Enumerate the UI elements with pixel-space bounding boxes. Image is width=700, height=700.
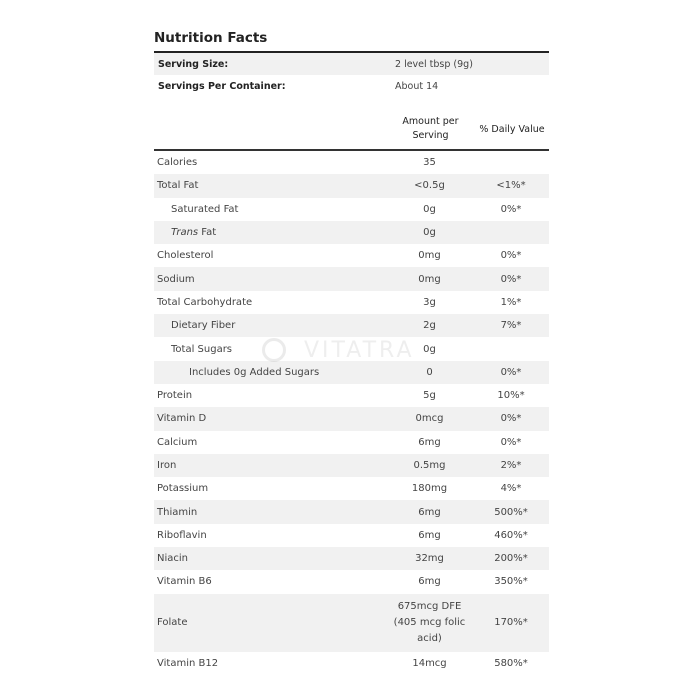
nutrient-amount: 0mg [418, 250, 441, 262]
nutrient-amount: 5g [423, 390, 436, 402]
table-row [154, 431, 549, 454]
nutrient-dv: 580%* [494, 657, 528, 669]
table-row [154, 361, 549, 384]
nutrient-amount: 32mg [415, 553, 444, 565]
nutrient-dv: 0%* [500, 366, 522, 378]
nutrient-dv: 1%* [500, 296, 522, 308]
nutrient-name: Potassium [157, 483, 209, 495]
table-row [154, 314, 549, 337]
nutrient-dv: 460%* [494, 529, 528, 541]
nutrient-amount: 6mg [418, 529, 441, 541]
nutrient-dv: 200%* [494, 553, 528, 565]
table-row [154, 500, 549, 523]
table-row [154, 174, 549, 197]
nutrient-dv: 2%* [500, 460, 522, 471]
table-row [154, 198, 549, 221]
nutrient-amount: 0g [423, 227, 436, 239]
nutrient-amount: 6mg [418, 576, 441, 588]
nutrient-dv: 10%* [497, 390, 525, 402]
nutrient-amount: 2g [423, 320, 436, 332]
serving-size-value: 2 level tbsp (9g) [395, 58, 473, 70]
nutrient-amount: <0.5g [414, 180, 445, 192]
table-header [154, 109, 549, 149]
nutrient-name: Vitamin B6 [157, 576, 212, 588]
table-row [154, 524, 549, 547]
nutrient-amount-line2: (405 mcg folic [393, 616, 466, 628]
nutrient-name: Riboflavin [157, 529, 207, 541]
nutrient-dv: 0%* [500, 273, 522, 285]
nutrient-dv: 4%* [500, 483, 522, 495]
watermark-text: VITATRA [304, 337, 415, 363]
nutrient-amount-line1: 675mcg DFE [397, 600, 462, 612]
nutrient-name: Folate [157, 617, 188, 629]
nutrient-amount: 180mg [411, 483, 448, 495]
nutrient-name: Dietary Fiber [171, 320, 236, 332]
servings-per-container-value: About 14 [395, 80, 439, 92]
table-row [154, 477, 549, 500]
table-row [154, 151, 549, 174]
nutrient-dv: <1%* [496, 180, 526, 192]
header-amount [386, 115, 475, 143]
servings-per-container-row [154, 75, 549, 97]
nutrient-name: Cholesterol [157, 250, 214, 262]
nutrient-amount: 0mcg [415, 413, 444, 425]
nutrient-amount: 0mg [418, 273, 441, 285]
nutrient-dv: 500%* [494, 506, 528, 518]
nutrient-amount-line3: acid) [417, 632, 442, 644]
nutrient-name: Total Fat [157, 180, 199, 192]
nutrient-name [154, 227, 385, 238]
nutrient-name: Calories [157, 157, 198, 169]
nutrient-amount: 0 [426, 366, 433, 378]
nutrient-name-italic: Trans [171, 227, 199, 239]
nutrient-name: Includes 0g Added Sugars [189, 366, 320, 378]
serving-size-row [154, 53, 549, 75]
table-row [154, 244, 549, 267]
serving-size-label: Serving Size: [158, 58, 229, 70]
table-row [154, 547, 549, 570]
nutrient-name: Niacin [157, 553, 189, 565]
servings-per-container-label: Servings Per Container: [158, 80, 286, 92]
nutrient-amount: 0g [423, 203, 436, 215]
table-row [154, 291, 549, 314]
table-row [154, 337, 549, 360]
nutrient-amount: 6mg [418, 436, 441, 448]
nutrient-name: Saturated Fat [171, 203, 239, 215]
header-amount-line2: Serving [412, 130, 449, 141]
table-row [154, 384, 549, 407]
nutrient-amount: 14mcg [412, 657, 447, 669]
header-daily-value: % Daily Value [479, 123, 545, 135]
nutrient-name: Thiamin [157, 506, 198, 518]
table-row [154, 407, 549, 430]
nutrient-dv: 170%* [494, 617, 528, 629]
table-row [154, 221, 549, 244]
nutrient-name: Total Carbohydrate [157, 296, 253, 308]
nutrient-dv: 7%* [500, 320, 522, 332]
nutrient-name: Vitamin D [157, 413, 207, 425]
nutrient-dv: 0%* [500, 413, 522, 425]
nutrient-dv: 350%* [494, 576, 528, 588]
nutrient-name: Protein [157, 390, 193, 402]
nutrition-facts-panel [154, 24, 549, 675]
table-row [154, 594, 549, 652]
nutrient-name: Total Sugars [171, 343, 233, 355]
table-row [154, 267, 549, 290]
table-row [154, 652, 549, 675]
nutrient-amount: 6mg [418, 506, 441, 518]
table-row [154, 570, 549, 593]
nutrient-name: Vitamin B12 [157, 657, 219, 669]
nutrient-dv: 0%* [500, 203, 522, 215]
nutrient-amount: 0g [423, 343, 436, 355]
nutrient-name: Sodium [157, 273, 195, 285]
nutrient-name: Iron [157, 460, 177, 471]
nutrient-dv: 0%* [500, 436, 522, 448]
nutrient-name: Calcium [157, 436, 198, 448]
nutrient-dv: 0%* [500, 250, 522, 262]
table-row [154, 454, 549, 477]
nutrient-amount: 0.5mg [413, 460, 446, 471]
nutrient-name-rest: Fat [198, 227, 217, 239]
nutrient-amount: 3g [423, 296, 436, 308]
nutrient-amount: 35 [423, 157, 436, 169]
panel-title: Nutrition Facts [154, 30, 268, 46]
nutrient-amount [385, 599, 474, 647]
header-amount-line1: Amount per [402, 116, 459, 127]
